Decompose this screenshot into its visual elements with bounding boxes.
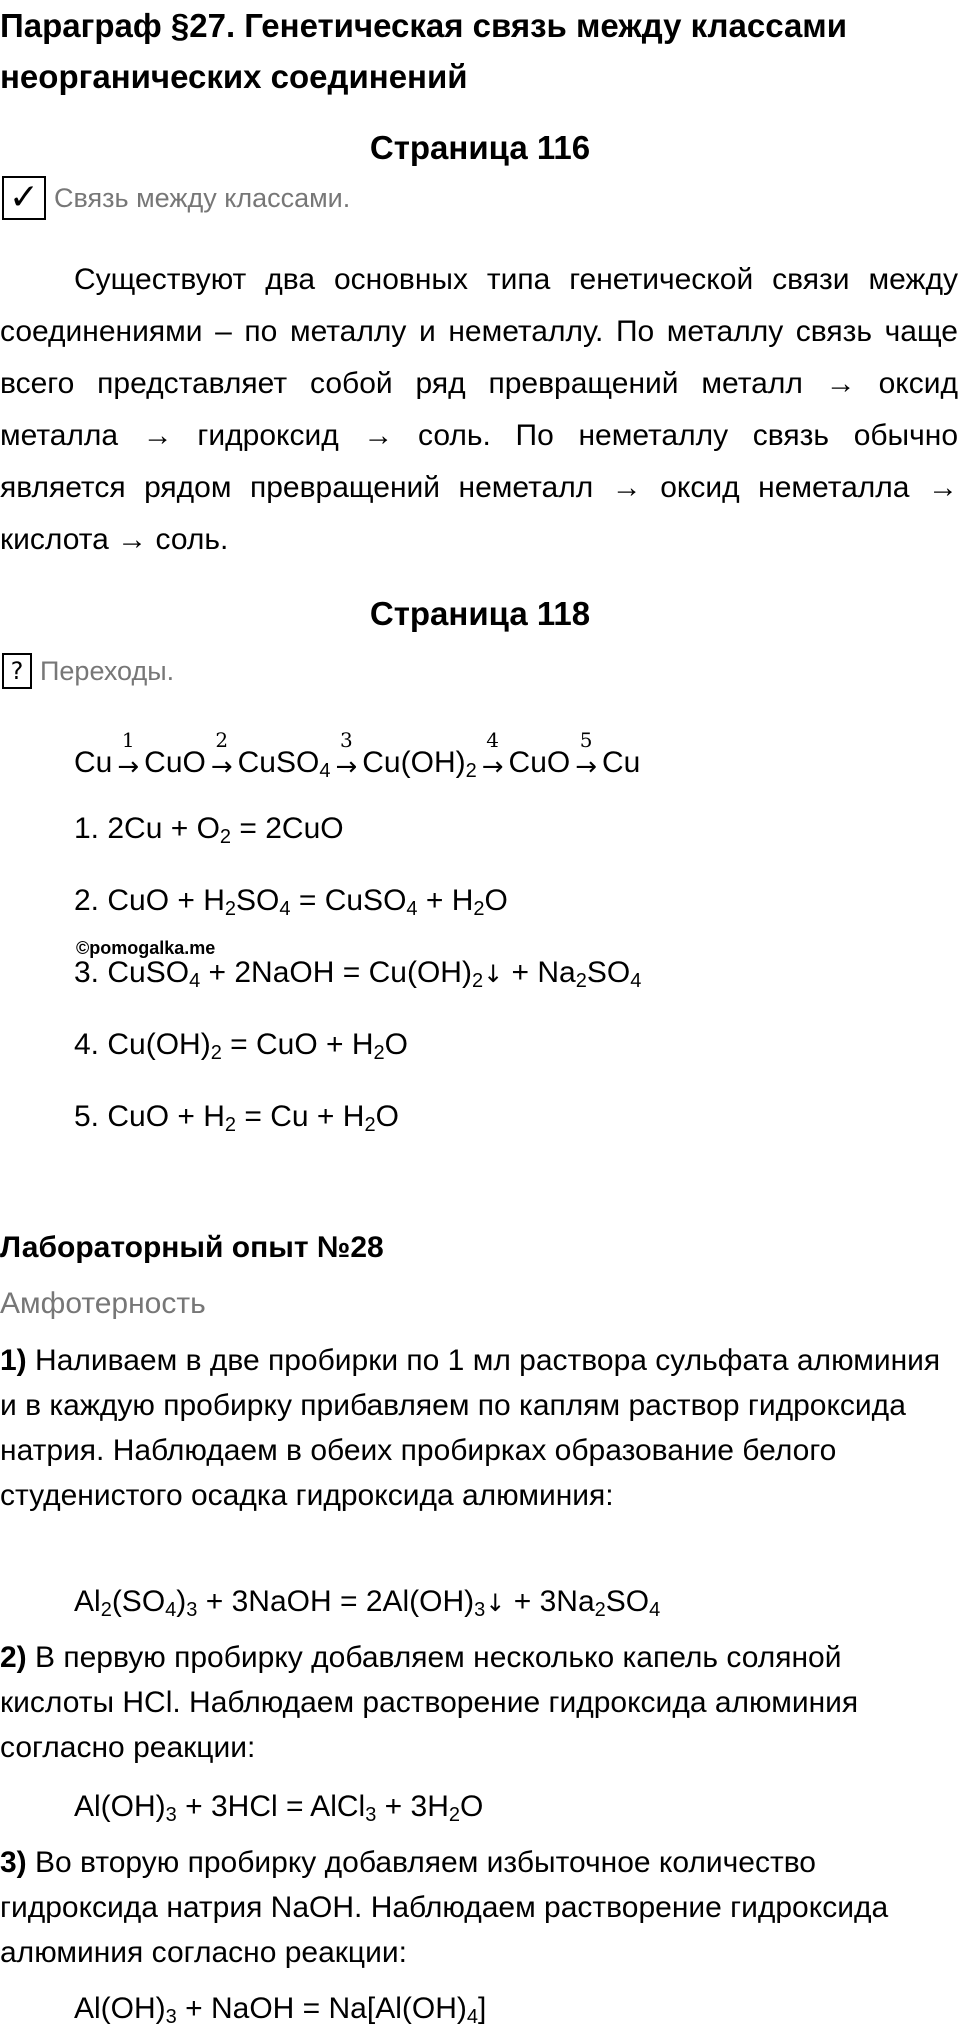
chain-arrow-5 xyxy=(575,730,597,780)
paragraph-title: Параграф §27. Генетическая связь между классами неорганических соединений xyxy=(0,7,847,95)
question-box-icon: ? xyxy=(2,653,32,689)
task-label-transitions: Переходы. xyxy=(40,655,175,686)
chain-arrow-3 xyxy=(335,730,357,780)
chain-arrow-1 xyxy=(117,730,139,780)
chain-substance: CuO xyxy=(508,746,571,779)
step-number: 4 xyxy=(486,728,499,752)
step-number: 2 xyxy=(215,728,229,752)
chain-arrow-4 xyxy=(482,730,504,780)
chain-substance: $Cu(OH)_2$ xyxy=(362,746,477,782)
lab-equation-2: $Al(OH)_3 + 3HCl$ = AlCl$_3$ + $3H_2O$ xyxy=(74,1790,484,1826)
task-line-transitions xyxy=(2,649,174,693)
task-label-classes: Связь между классами. xyxy=(54,182,351,213)
chain-substance: Cu xyxy=(602,746,641,779)
equation-2: 2. CuO + $H_2SO_4$ = CuSO$_4$ + $H_2O$ xyxy=(74,884,508,920)
page-118-heading: Страница 118 xyxy=(369,595,591,632)
lab-step-2: 2) В первую пробирку добавляем несколько капель соляной кислоты HCl. Наблюдаем растворение гидроксида алюминия согласно реакции: xyxy=(0,1641,859,1764)
equation-4: 4. $Cu(OH)_2$ = CuO + $H_2O$ xyxy=(74,1028,409,1064)
equation-3: 3. CuSO$_4$ + 2NaOH = $Cu(OH)_2↓ + Na_2SO_4$ xyxy=(74,956,642,992)
chain-substance: CuO xyxy=(144,746,206,779)
equation-5: 5. CuO + $H_2 = Cu + H_2O$ xyxy=(74,1100,399,1136)
page-116-heading: Страница 116 xyxy=(369,129,591,166)
precipitate-arrow-icon: ↓ xyxy=(485,1589,506,1617)
arrow-right-icon: → xyxy=(210,752,233,782)
chain-substance: CuSO$_4$ xyxy=(237,746,331,782)
arrow-right-icon: → xyxy=(117,752,140,782)
lab-equation-1: $Al_2(SO_4)_3$ + 3NaOH = $2Al(OH)_3↓ + 3Na_2SO_4$ xyxy=(74,1585,661,1621)
transformation-chain xyxy=(74,720,640,780)
watermark: ©pomogalka.me xyxy=(76,938,216,958)
step-number: 5 xyxy=(579,728,593,752)
chain-substance: Cu xyxy=(74,746,113,779)
genetic-link-paragraph: Существуют два основных типа генетической связи между соединениями – по металлу и неметаллу. По металлу связь чаще всего представляет собой ряд превращений металл → оксид металла → гидроксид → соль. По неметаллу связь обычно является рядом превращений неметалл → оксид неметалла → кислота → соль. xyxy=(0,263,958,556)
lab-subtitle: Амфотерность xyxy=(0,1287,206,1320)
task-line-classes xyxy=(2,176,350,220)
checkbox-icon: ✓ xyxy=(2,176,46,220)
step-number: 3 xyxy=(340,728,353,752)
chain-arrow-2 xyxy=(211,730,233,780)
equation-1: 1. $2Cu + O_2 = 2CuO$ xyxy=(74,812,344,848)
step-number: 1 xyxy=(121,728,135,752)
lab-title: Лабораторный опыт №28 xyxy=(0,1231,384,1264)
arrow-right-icon: → xyxy=(335,752,358,782)
arrow-right-icon: → xyxy=(481,752,504,782)
arrow-right-icon: → xyxy=(575,752,598,782)
lab-step-1: 1) Наливаем в две пробирки по 1 мл раствора сульфата алюминия и в каждую пробирку прибавляем по каплям раствор гидроксида натрия. Наблюдаем в обеих пробирках образование белого студенистого осадка гидроксида алюминия: xyxy=(0,1344,941,1512)
lab-step-3: 3) Во вторую пробирку добавляем избыточное количество гидроксида натрия NaOH. Наблюдаем растворение гидроксида алюминия согласно реакции: xyxy=(0,1846,889,1969)
lab-equation-3: $Al(OH)_3$ + NaOH = $Na[Al(OH)_4]$ xyxy=(74,1992,487,2028)
precipitate-arrow-icon: ↓ xyxy=(483,960,504,988)
